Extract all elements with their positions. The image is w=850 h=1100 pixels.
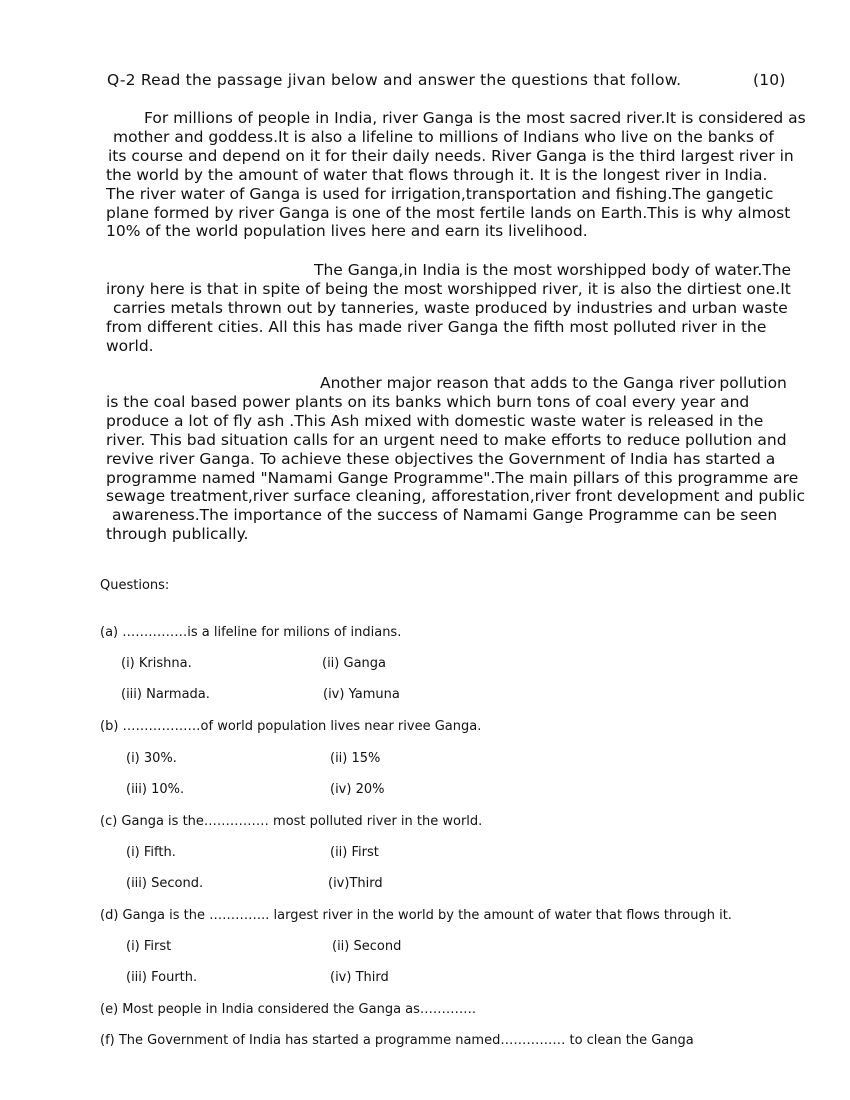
option-a-iii: (iii) Narmada. [121, 687, 210, 702]
passage-line: its course and depend on it for their daily needs. River Ganga is the third largest river in [108, 146, 794, 165]
passage-line: programme named "Namami Gange Programme".The main pillars of this programme are [106, 468, 799, 487]
passage-line: world. [106, 336, 154, 355]
question-c: (c) Ganga is the…………… most polluted river in the world. [100, 814, 483, 829]
questions-title: Questions: [100, 578, 170, 593]
passage-line: the world by the amount of water that flows through it. It is the longest river in India. [106, 165, 768, 184]
option-b-i: (i) 30%. [126, 751, 177, 766]
option-b-iii: (iii) 10%. [126, 782, 185, 797]
passage-line: Another major reason that adds to the Ganga river pollution [320, 374, 787, 392]
passage-line: river. This bad situation calls for an urgent need to make efforts to reduce pollution and [106, 430, 787, 449]
passage-line: sewage treatment,river surface cleaning, afforestation,river front development and public [106, 487, 806, 506]
marks-label: (10) [753, 71, 786, 89]
question-b: (b) ………………of world population lives near rivee Ganga. [100, 719, 482, 734]
passage-paragraph-3 [105, 374, 805, 544]
passage-line: irony here is that in spite of being the most worshipped river, it is also the dirtiest one.It [106, 279, 791, 298]
passage-paragraph-2 [105, 261, 791, 356]
question-f: (f) The Government of India has started a programme named…………… to clean the Ganga [100, 1033, 694, 1048]
passage-line: revive river Ganga. To achieve these objectives the Government of India has started a [106, 449, 776, 468]
option-c-iv: (iv)Third [328, 876, 383, 891]
passage-line: produce a lot of fly ash .This Ash mixed with domestic waste water is released in the [106, 411, 764, 430]
question-a: (a) ……………is a lifeline for milions of indians. [100, 625, 402, 640]
option-c-ii: (ii) First [330, 845, 379, 860]
passage-line: plane formed by river Ganga is one of the most fertile lands on Earth.This is why almost [106, 203, 791, 222]
option-a-ii: (ii) Ganga [322, 656, 386, 671]
heading-text: Q-2 Read the passage jivan below and answer the questions that follow. [107, 71, 682, 89]
option-d-ii: (ii) Second [332, 939, 402, 954]
question-d: (d) Ganga is the ………….. largest river in the world by the amount of water that flows through it. [100, 908, 732, 923]
option-b-ii: (ii) 15% [330, 751, 381, 766]
passage-line: mother and goddess.It is also a lifeline to millions of Indians who live on the banks of [113, 127, 774, 146]
option-c-iii: (iii) Second. [126, 876, 204, 891]
option-d-iii: (iii) Fourth. [126, 970, 198, 985]
passage-line: The Ganga,in India is the most worshipped body of water.The [314, 261, 792, 279]
option-c-i: (i) Fifth. [126, 845, 176, 860]
passage-line: is the coal based power plants on its banks which burn tons of coal every year and [106, 392, 750, 411]
option-b-iv: (iv) 20% [330, 782, 385, 797]
passage-paragraph-1 [105, 109, 806, 241]
passage-line: 10% of the world population lives here and earn its livelihood. [106, 222, 588, 241]
option-d-iv: (iv) Third [330, 970, 389, 985]
passage-line: For millions of people in India, river Ganga is the most sacred river.It is considered as [144, 109, 806, 127]
option-a-i: (i) Krishna. [121, 656, 192, 671]
option-a-iv: (iv) Yamuna [323, 687, 400, 702]
passage-line: awareness.The importance of the success of Namami Gange Programme can be seen [112, 506, 778, 525]
passage-line: from different cities. All this has made river Ganga the fifth most polluted river in the [106, 317, 767, 336]
question-e: (e) Most people in India considered the Ganga as…………. [100, 1002, 477, 1017]
passage-line: through publically. [106, 525, 249, 544]
option-d-i: (i) First [126, 939, 172, 954]
passage-line: carries metals thrown out by tanneries, waste produced by industries and urban waste [113, 298, 788, 317]
question-heading [107, 71, 807, 89]
passage-line: The river water of Ganga is used for irrigation,transportation and fishing.The gangetic [106, 184, 774, 203]
